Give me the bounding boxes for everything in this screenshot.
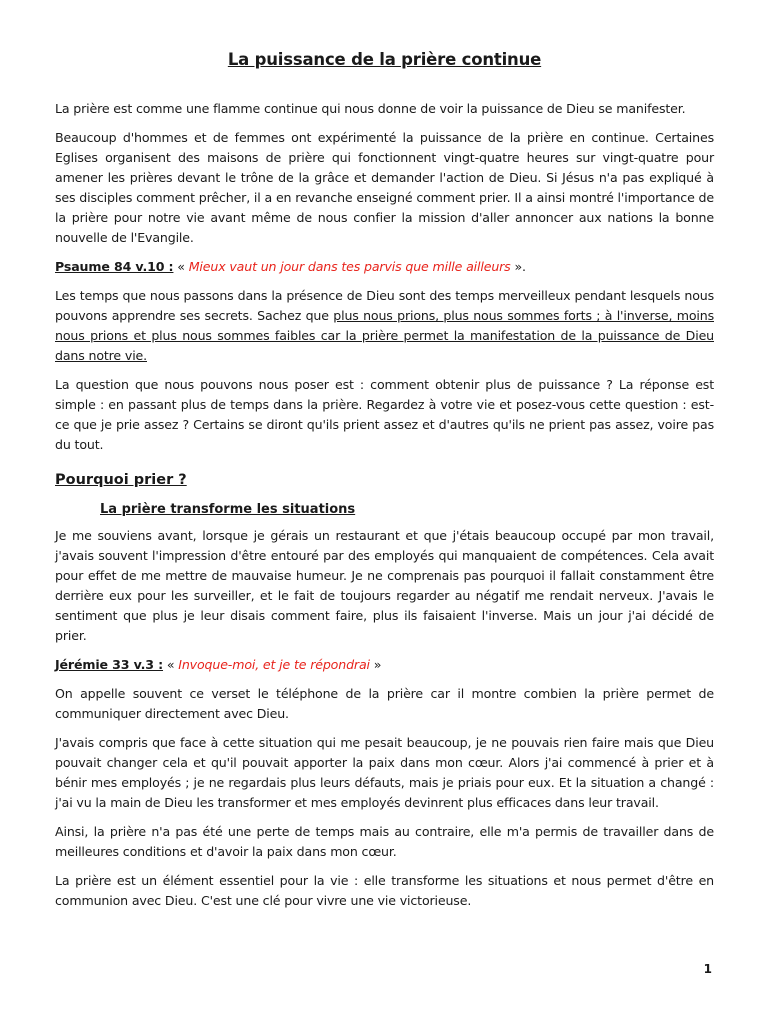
verse-psaume-84 (55, 257, 714, 277)
quote-close: ». (510, 259, 526, 274)
section-heading: Pourquoi prier ? (55, 472, 187, 488)
quote-open: « (173, 259, 189, 274)
page-number: 1 (703, 962, 712, 976)
document-body (55, 50, 714, 920)
paragraph-essential: La prière est un élément essentiel pour la vie : elle transforme les situations et nous permet d'être en communion avec Dieu. C'est une clé pour vivre une vie victorieuse. (55, 873, 714, 908)
paragraph-question: La question que nous pouvons nous poser est : comment obtenir plus de puissance ? La réponse est simple : en passant plus de temps dans la prière. Regardez à votre vie et posez-vous cette question : est-ce que je prie assez ? Certains se diront qu'ils prient assez et d'autres qu'ils ne prient pas assez, voire pas du tout. (55, 377, 714, 452)
paragraph-prayer-experience: Beaucoup d'hommes et de femmes ont expérimenté la puissance de la prière en continue. Certaines Eglises organisent des maisons de prière qui fonctionnent vingt-quatre heures sur vingt-quatre pour amener les prières devant le trône de la grâce et demander l'action de Dieu. Si Jésus n'a pas expliqué à ses disciples comment prêcher, il a en revanche enseigné comment prier. Il a ainsi montré l'importance de la prière pour notre vie avant même de nous confier la mission d'aller annoncer aux nations la bonne nouvelle de l'Evangile. (55, 130, 714, 245)
paragraph-presence (55, 286, 714, 366)
paragraph-restaurant: Je me souviens avant, lorsque je gérais un restaurant et que j'étais beaucoup occupé par mon travail, j'avais souvent l'impression d'être entouré par des employés qui manquaient de compétences. Cela avait pour effet de me mettre de mauvaise humeur. Je ne comprenais pas pourquoi il fallait constamment être derrière eux pour les surveiller, et le fait de toujours regarder au négatif me rendait nerveux. J'avais le sentiment que plus je leur disais comment faire, plus ils faisaient l'inverse. Mais un jour j'ai décidé de prier. (55, 528, 714, 643)
underlined-text: plus nous prions, plus nous sommes forts ; à l'inverse, moins nous prions et plus nous sommes faibles car la prière permet la manifestation de la puissance de Dieu dans notre vie. (55, 308, 714, 363)
paragraph-understanding: J'avais compris que face à cette situation qui me pesait beaucoup, je ne pouvais rien faire mais que Dieu pouvait changer cela et qu'il pouvait apporter la paix dans mon cœur. Alors j'ai commencé à prier et à bénir mes employés ; je ne regardais plus leurs défauts, mais je priais pour eux. Et la situation a changé : j'ai vu la main de Dieu les transformer et mes employés devinrent plus efficaces dans leur travail. (55, 735, 714, 810)
verse-reference: Psaume 84 v.10 : (55, 259, 174, 274)
paragraph-conclusion: Ainsi, la prière n'a pas été une perte de temps mais au contraire, elle m'a permis de travailler dans de meilleures conditions et d'avoir la paix dans mon cœur. (55, 824, 714, 859)
subsection-heading: La prière transforme les situations (100, 502, 356, 517)
paragraph-text: Les temps que nous passons dans la présence de Dieu sont des temps merveilleux pendant lesquels nous pouvons apprendre ses secrets. Sachez que (55, 288, 714, 323)
verse-text: Mieux vaut un jour dans tes parvis que mille ailleurs (188, 259, 511, 274)
document-title: La puissance de la prière continue (227, 50, 542, 69)
verse-reference: Jérémie 33 v.3 : (55, 657, 164, 672)
verse-text: Invoque-moi, et je te répondrai (178, 657, 370, 672)
paragraph-telephone: On appelle souvent ce verset le téléphone de la prière car il montre combien la prière permet de communiquer directement avec Dieu. (55, 686, 714, 721)
quote-open: « (163, 657, 179, 672)
verse-jeremie-33 (55, 655, 714, 675)
quote-close: » (369, 657, 382, 672)
intro-paragraph: La prière est comme une flamme continue qui nous donne de voir la puissance de Dieu se manifester. (55, 101, 686, 116)
